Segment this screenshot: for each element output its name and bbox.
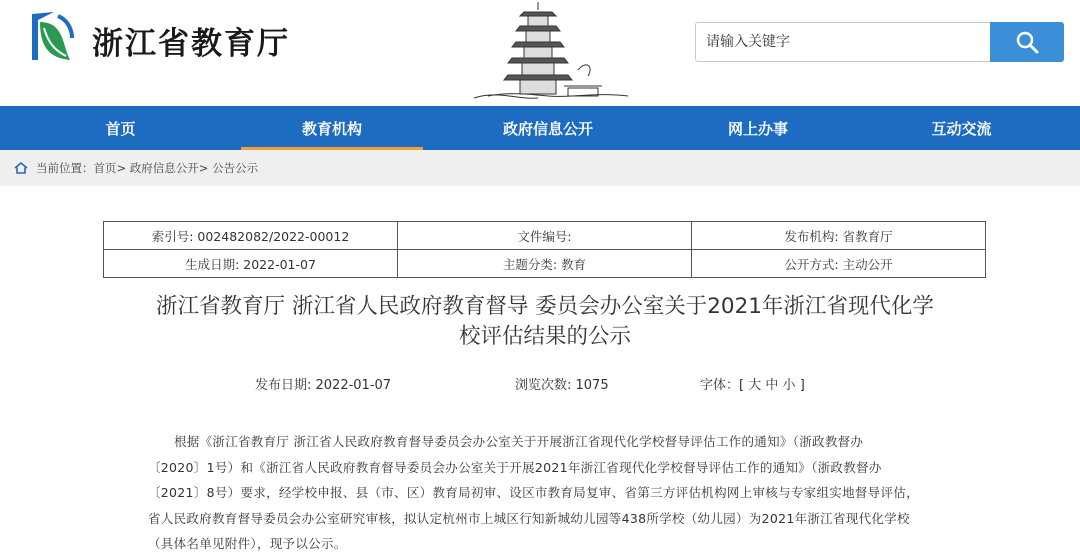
font-size-control xyxy=(700,374,805,393)
nav-item-gov-info[interactable] xyxy=(423,106,673,150)
search-button[interactable] xyxy=(990,22,1064,62)
open-mode: 公开方式: 主动公开 xyxy=(692,250,986,278)
body-line: 根据《浙江省教育厅 浙江省人民政府教育督导委员会办公室关于开展浙江省现代化学校督导评估工作的通知》（浙政教督办 xyxy=(174,434,864,449)
nav-item-label: 教育机构 xyxy=(301,119,362,138)
breadcrumb-separator: > xyxy=(198,161,209,175)
nav-item-label: 政府信息公开 xyxy=(502,119,593,138)
nav-item-interaction[interactable] xyxy=(843,106,1080,150)
article-body xyxy=(148,429,948,555)
font-size-medium[interactable]: 中 xyxy=(765,378,779,393)
topic-category: 主题分类: 教育 xyxy=(398,250,692,278)
index-number: 索引号: 002482082/2022-00012 xyxy=(104,222,398,250)
font-size-large[interactable]: 大 xyxy=(748,378,762,393)
nav-item-home[interactable] xyxy=(0,106,241,150)
search-icon xyxy=(1015,30,1039,54)
breadcrumb-gov-info[interactable]: 政府信息公开 xyxy=(129,161,199,175)
font-size-label: 字体：[ xyxy=(700,378,745,393)
body-line: 〔2021〕8号）要求，经学校申报、县（市、区）教育局初审、设区市教育局复审、省第三方评估机构网上审核与专家组实地督导评估， xyxy=(148,485,919,500)
breadcrumb-label: 当前位置： xyxy=(36,161,94,175)
site-title[interactable]: 浙江省教育厅 xyxy=(92,26,290,62)
home-icon xyxy=(14,161,28,175)
body-line: 省人民政府教育督导委员会办公室研究审核，拟认定杭州市上城区行知新城幼儿园等438所学校（幼儿园）为2021年浙江省现代化学校 xyxy=(148,510,910,526)
breadcrumb-separator: > xyxy=(116,161,127,175)
font-size-close: ] xyxy=(799,378,805,393)
nav-item-label: 网上办事 xyxy=(727,119,788,138)
doc-info-table xyxy=(103,221,986,278)
breadcrumb-home[interactable]: 首页 xyxy=(93,161,117,175)
nav-item-label: 首页 xyxy=(105,119,136,138)
body-line: （具体名单见附件），现予以公示。 xyxy=(148,536,347,551)
font-size-small[interactable]: 小 xyxy=(782,378,796,393)
education-dept-logo[interactable] xyxy=(24,8,78,66)
body-line: 〔2020〕1号）和《浙江省人民政府教育督导委员会办公室关于开展2021年浙江省现代化学校督导评估工作的通知》（浙政教督办 xyxy=(148,459,882,475)
view-count: 浏览次数: 1075 xyxy=(515,378,609,393)
nav-item-label: 互动交流 xyxy=(931,119,992,138)
nav-item-institutions[interactable] xyxy=(241,106,423,150)
title-line: 浙江省教育厅 浙江省人民政府教育督导 委员会办公室关于2021年浙江省现代化学 xyxy=(156,294,934,319)
breadcrumb xyxy=(0,150,1080,186)
pagoda-illustration xyxy=(468,0,638,104)
site-header xyxy=(0,0,1080,106)
table-row xyxy=(104,250,986,278)
publish-date: 发布日期: 2022-01-07 xyxy=(255,378,392,393)
main-nav xyxy=(0,106,1080,150)
publisher: 发布机构: 省教育厅 xyxy=(692,222,986,250)
title-line: 校评估结果的公示 xyxy=(458,324,631,349)
table-row xyxy=(104,222,986,250)
search-input[interactable] xyxy=(695,22,990,62)
document-number: 文件编号: xyxy=(398,222,692,250)
nav-item-online-service[interactable] xyxy=(673,106,843,150)
page-title xyxy=(110,292,980,352)
breadcrumb-announcements[interactable]: 公告公示 xyxy=(212,161,259,175)
created-date: 生成日期: 2022-01-07 xyxy=(104,250,398,278)
